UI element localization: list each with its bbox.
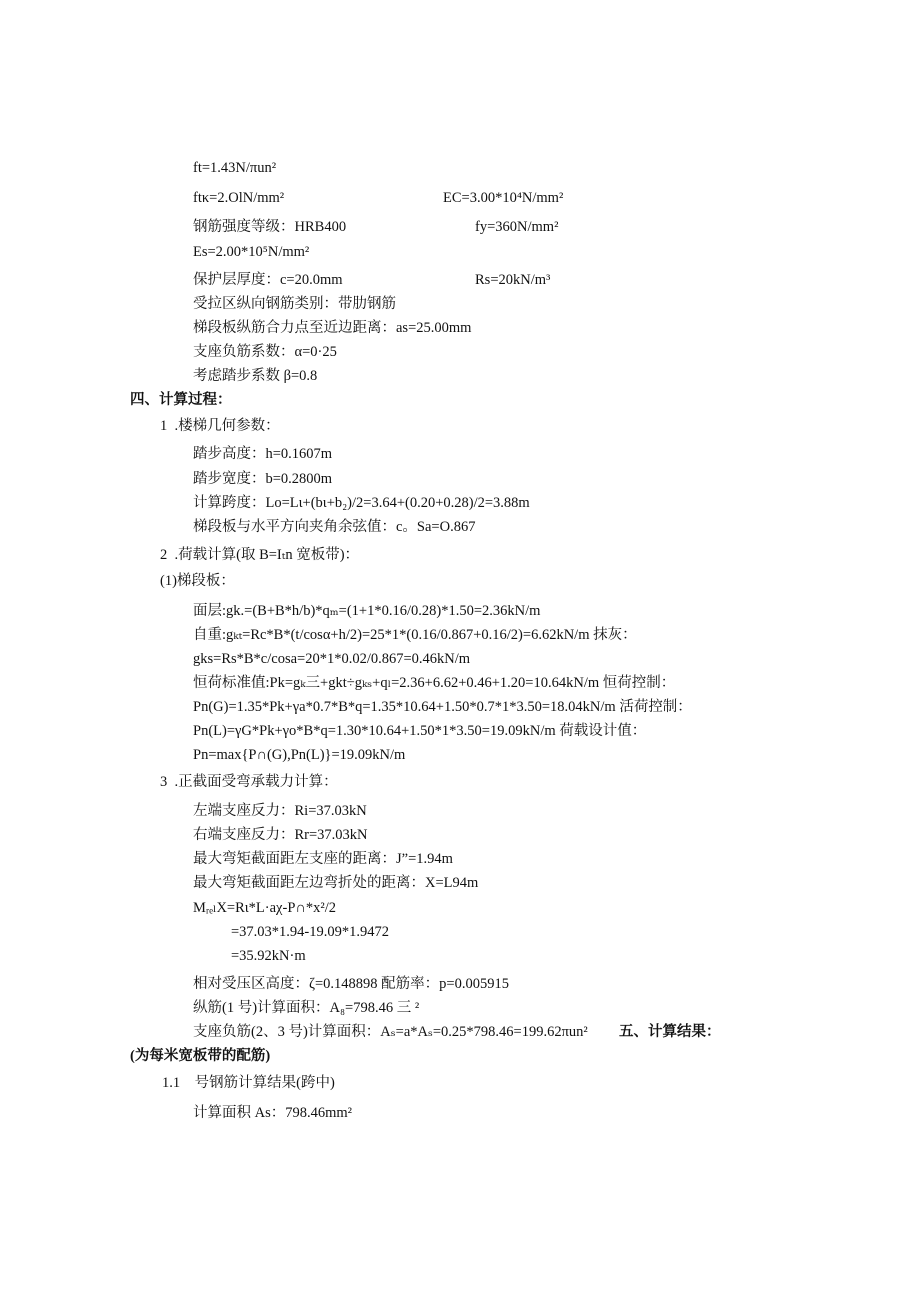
live-load-control: Pn(L)=γG*Pk+γo*B*q=1.30*10.64+1.50*1*3.50=19.09kN/m 荷载设计值：	[193, 723, 647, 739]
geometry-heading: 1 .楼梯几何参数：	[160, 418, 280, 434]
self-weight: 自重:gₖₜ=Rc*B*(t/cosα+h/2)=25*1*(0.16/0.867+0.16/2)=6.62kN/m 抹灰：	[193, 627, 637, 643]
max-moment-distance-bend: 最大弯矩截面距左边弯折处的距离：X=L94m	[193, 875, 479, 891]
section-5-title: 五、计算结果：	[619, 1024, 721, 1040]
support-rebar-area: 支座负筋(2、3 号)计算面积：Aₛ=a*Aₛ=0.25*798.46=199.62πun²	[193, 1024, 588, 1040]
es-param: Es=2.00*10⁵N/mm²	[193, 244, 310, 260]
bending-heading: 3 .正截面受弯承载力计算：	[160, 774, 338, 790]
calc-span: 计算跨度：Lo=Lι+(bι+b₂)/2=3.64+(0.20+0.28)/2=3.88m	[193, 495, 530, 511]
max-moment-formula: MᵣₑₗX=Rι*L·aχ-P∩*x²/2	[193, 900, 336, 916]
plaster-load: gks=Rs*B*c/cosa=20*1*0.02/0.867=0.46kN/m	[193, 651, 471, 667]
rs-param: Rs=20kN/m³	[475, 272, 551, 288]
max-moment-step: =37.03*1.94-19.09*1.9472	[231, 924, 390, 940]
ftk-param: ftκ=2.OlN/mm²	[193, 190, 285, 206]
main-rebar-area: 纵筋(1 号)计算面积：A₈=798.46 三 ²	[193, 1000, 420, 1016]
result-heading: 1.1 号钢筋计算结果(跨中)	[162, 1075, 335, 1091]
result-area: 计算面积 As：798.46mm²	[193, 1105, 353, 1121]
dead-load-standard: 恒荷标准值:Pk=gₖ三+gkt÷gₖₛ+qₗ=2.36+6.62+0.46+1.20=10.64kN/m 恒荷控制：	[193, 675, 676, 691]
surface-load: 面层:gk.=(B+B*h/b)*qₘ=(1+1*0.16/0.28)*1.50=2.36kN/m	[193, 603, 541, 619]
step-width: 踏步宽度：b=0.2800m	[193, 471, 333, 487]
dead-load-control: Pn(G)=1.35*Pk+γa*0.7*B*q=1.35*10.64+1.50*0.7*1*3.50=18.04kN/m 活荷控制：	[193, 699, 692, 715]
fy-param: fy=360N/mm²	[475, 219, 559, 235]
slab-subheading: (1)梯段板：	[160, 573, 235, 589]
as-distance-param: 梯段板纵筋合力点至近边距离：as=25.00mm	[193, 320, 472, 336]
section-5-subtitle: (为每米宽板带的配筋)	[130, 1048, 271, 1064]
right-reaction: 右端支座反力：Rr=37.03kN	[193, 827, 368, 843]
beta-param: 考虑踏步系数 β=0.8	[193, 368, 318, 384]
left-reaction: 左端支座反力：Ri=37.03kN	[193, 803, 367, 819]
design-load: Pn=max{P∩(G),Pn(L)}=19.09kN/m	[193, 747, 406, 763]
step-height: 踏步高度：h=0.1607m	[193, 446, 333, 462]
ec-param: EC=3.00*10⁴N/mm²	[443, 190, 564, 206]
max-moment-distance-support: 最大弯矩截面距左支座的距离：J”=1.94m	[193, 851, 453, 867]
alpha-param: 支座负筋系数：α=0·25	[193, 344, 337, 360]
zeta-rho: 相对受压区高度：ζ=0.148898 配筋率：p=0.005915	[193, 976, 509, 992]
max-moment-result: =35.92kN·m	[231, 948, 306, 964]
cover-param: 保护层厚度：c=20.0mm	[193, 272, 343, 288]
load-heading: 2 .荷载计算(取 B=Iₜn 宽板带)：	[160, 547, 360, 563]
ft-param: ft=1.43N/πun²	[193, 160, 277, 176]
steel-grade-param: 钢筋强度等级：HRB400	[193, 219, 347, 235]
section-4-title: 四、计算过程：	[130, 392, 232, 408]
rebar-type-param: 受拉区纵向钢筋类别：带肋钢筋	[193, 296, 396, 312]
angle-cosine: 梯段板与水平方向夹角余弦值：c。Sa=O.867	[193, 519, 476, 535]
